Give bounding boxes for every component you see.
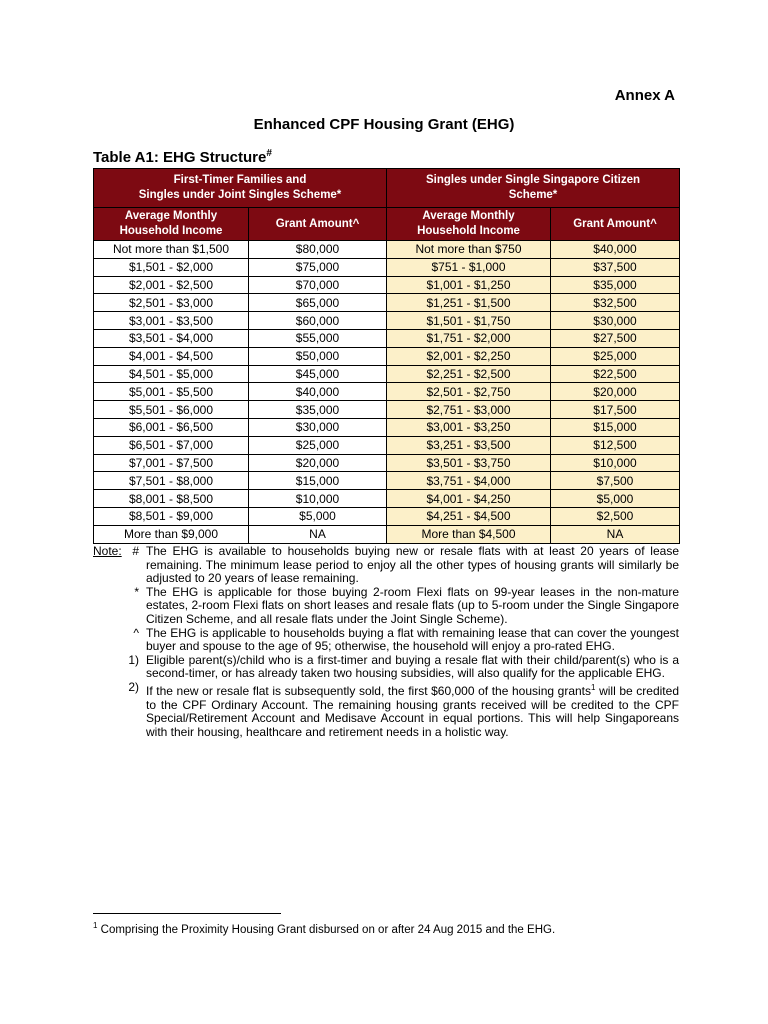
income-singles-cell: $2,501 - $2,750: [387, 383, 551, 401]
table-row: [94, 401, 680, 419]
footnote: [93, 921, 555, 936]
income-singles-cell: $4,251 - $4,500: [387, 507, 551, 525]
footnote-divider: [93, 913, 281, 914]
income-families-cell: More than $9,000: [94, 525, 249, 543]
income-families-cell: $5,001 - $5,500: [94, 383, 249, 401]
table-row: [94, 472, 680, 490]
note-marker: #: [132, 544, 139, 558]
income-families-cell: $8,001 - $8,500: [94, 490, 249, 508]
header-single-citizen-scheme: Singles under Single Singapore Citizen Scheme*: [387, 169, 680, 208]
income-families-cell: $6,001 - $6,500: [94, 418, 249, 436]
income-singles-cell: Not more than $750: [387, 241, 551, 259]
footnote-text: Comprising the Proximity Housing Grant disbursed on or after 24 Aug 2015 and the EHG.: [97, 923, 556, 936]
table-row: [94, 329, 680, 347]
grant-families-cell: $60,000: [249, 312, 387, 330]
income-singles-cell: $751 - $1,000: [387, 258, 551, 276]
income-singles-cell: $1,001 - $1,250: [387, 276, 551, 294]
header-income-families: Average Monthly Household Income: [94, 208, 249, 241]
grant-singles-cell: $10,000: [551, 454, 680, 472]
annex-label: Annex A: [614, 87, 675, 104]
grant-families-cell: $45,000: [249, 365, 387, 383]
table-caption: [93, 148, 272, 166]
grant-families-cell: $75,000: [249, 258, 387, 276]
table-row: [94, 436, 680, 454]
grant-singles-cell: $30,000: [551, 312, 680, 330]
note-marker: ^: [133, 625, 139, 640]
table-row: [94, 507, 680, 525]
table-row: [94, 312, 680, 330]
income-singles-cell: $2,001 - $2,250: [387, 347, 551, 365]
income-singles-cell: $1,501 - $1,750: [387, 312, 551, 330]
note-text: Eligible parent(s)/child who is a first-timer and buying a resale flat with their child/parent(s) who is a second-timer, or has already taken two housing subsidies, will also qualify for the applicable EHG.: [146, 652, 679, 681]
grant-singles-cell: $35,000: [551, 276, 680, 294]
grant-singles-cell: $12,500: [551, 436, 680, 454]
grant-singles-cell: $5,000: [551, 490, 680, 508]
grant-families-cell: $35,000: [249, 401, 387, 419]
grant-singles-cell: $22,500: [551, 365, 680, 383]
grant-families-cell: $70,000: [249, 276, 387, 294]
table-row: [94, 418, 680, 436]
income-families-cell: $3,501 - $4,000: [94, 329, 249, 347]
income-families-cell: $7,001 - $7,500: [94, 454, 249, 472]
table-caption-mark: #: [266, 148, 272, 159]
grant-singles-cell: $2,500: [551, 507, 680, 525]
grant-singles-cell: $37,500: [551, 258, 680, 276]
grant-singles-cell: $25,000: [551, 347, 680, 365]
notes-section: [93, 545, 679, 739]
income-singles-cell: $4,001 - $4,250: [387, 490, 551, 508]
grant-singles-cell: $20,000: [551, 383, 680, 401]
note-text: The EHG is applicable for those buying 2-room Flexi flats on 99-year leases in the non-mature estates, 2-room Flexi flats on short leases and resale flats (up to 5-room under the Single Singapore Citizen Scheme, and all resale flats under the Joint Single Scheme).: [146, 584, 679, 626]
income-families-cell: $2,001 - $2,500: [94, 276, 249, 294]
grant-singles-cell: $40,000: [551, 241, 680, 259]
table-row: [94, 241, 680, 259]
grant-families-cell: $40,000: [249, 383, 387, 401]
grant-singles-cell: $17,500: [551, 401, 680, 419]
income-families-cell: $2,501 - $3,000: [94, 294, 249, 312]
grant-families-cell: $50,000: [249, 347, 387, 365]
note-item: [93, 681, 679, 739]
table-row: [94, 258, 680, 276]
table-row: [94, 365, 680, 383]
header-income-singles: Average Monthly Household Income: [387, 208, 551, 241]
grant-families-cell: $10,000: [249, 490, 387, 508]
grant-families-cell: $20,000: [249, 454, 387, 472]
note-text: The EHG is available to households buying new or resale flats with at least 20 years of lease remaining. The minimum lease period to enjoy all the other types of housing grants will similarly be adjusted to 20 years of lease remaining.: [146, 544, 679, 586]
ehg-structure-table: [93, 168, 680, 544]
note-text: If the new or resale flat is subsequently sold, the first $60,000 of the housing grants$^1$ will be credited to the CPF Ordinary Account. The remaining housing grants received will be credited to the CPF Special/Retirement Account and Medisave Account in equal portions. This will help Singaporeans with their housing, healthcare and retirement needs in a holistic way.: [146, 682, 679, 739]
note-marker: 1): [128, 652, 139, 667]
income-families-cell: $8,501 - $9,000: [94, 507, 249, 525]
grant-singles-cell: NA: [551, 525, 680, 543]
grant-families-cell: $80,000: [249, 241, 387, 259]
table-caption-text: Table A1: EHG Structure: [93, 149, 267, 166]
note-marker: *: [134, 584, 139, 599]
table-row: [94, 383, 680, 401]
table-row: [94, 294, 680, 312]
document-title: Enhanced CPF Housing Grant (EHG): [253, 116, 515, 133]
grant-singles-cell: $32,500: [551, 294, 680, 312]
income-families-cell: $6,501 - $7,000: [94, 436, 249, 454]
note-item: [93, 654, 679, 681]
header-grant-singles: Grant Amount^: [551, 208, 680, 241]
grant-singles-cell: $15,000: [551, 418, 680, 436]
table-row: [94, 347, 680, 365]
income-singles-cell: $3,501 - $3,750: [387, 454, 551, 472]
income-families-cell: $7,501 - $8,000: [94, 472, 249, 490]
income-singles-cell: $3,751 - $4,000: [387, 472, 551, 490]
grant-families-cell: $65,000: [249, 294, 387, 312]
grant-singles-cell: $7,500: [551, 472, 680, 490]
note-marker: 2): [128, 679, 139, 694]
note-label: Note:: [93, 544, 122, 558]
header-grant-families: Grant Amount^: [249, 208, 387, 241]
income-families-cell: $3,001 - $3,500: [94, 312, 249, 330]
income-families-cell: $4,001 - $4,500: [94, 347, 249, 365]
footnote-reference: 1: [591, 682, 596, 692]
grant-families-cell: NA: [249, 525, 387, 543]
income-singles-cell: $1,751 - $2,000: [387, 329, 551, 347]
note-text: The EHG is applicable to households buying a flat with remaining lease that can cover the youngest buyer and spouse to the age of 95; otherwise, the household will enjoy a pro-rated EHG.: [146, 625, 679, 654]
grant-families-cell: $25,000: [249, 436, 387, 454]
header-first-timer-families: First-Timer Families and Singles under Joint Singles Scheme*: [94, 169, 387, 208]
income-singles-cell: $2,751 - $3,000: [387, 401, 551, 419]
income-singles-cell: $3,251 - $3,500: [387, 436, 551, 454]
grant-families-cell: $15,000: [249, 472, 387, 490]
footnote-mark: 1: [93, 921, 98, 930]
note-item: [93, 586, 679, 627]
income-families-cell: $1,501 - $2,000: [94, 258, 249, 276]
note-item: [93, 545, 679, 586]
table-row: [94, 490, 680, 508]
table-row: [94, 525, 680, 543]
grant-families-cell: $30,000: [249, 418, 387, 436]
table-row: [94, 276, 680, 294]
note-item: [93, 627, 679, 654]
income-singles-cell: More than $4,500: [387, 525, 551, 543]
income-families-cell: Not more than $1,500: [94, 241, 249, 259]
income-families-cell: $5,501 - $6,000: [94, 401, 249, 419]
income-singles-cell: $3,001 - $3,250: [387, 418, 551, 436]
income-families-cell: $4,501 - $5,000: [94, 365, 249, 383]
grant-families-cell: $5,000: [249, 507, 387, 525]
income-singles-cell: $2,251 - $2,500: [387, 365, 551, 383]
income-singles-cell: $1,251 - $1,500: [387, 294, 551, 312]
grant-singles-cell: $27,500: [551, 329, 680, 347]
table-row: [94, 454, 680, 472]
grant-families-cell: $55,000: [249, 329, 387, 347]
